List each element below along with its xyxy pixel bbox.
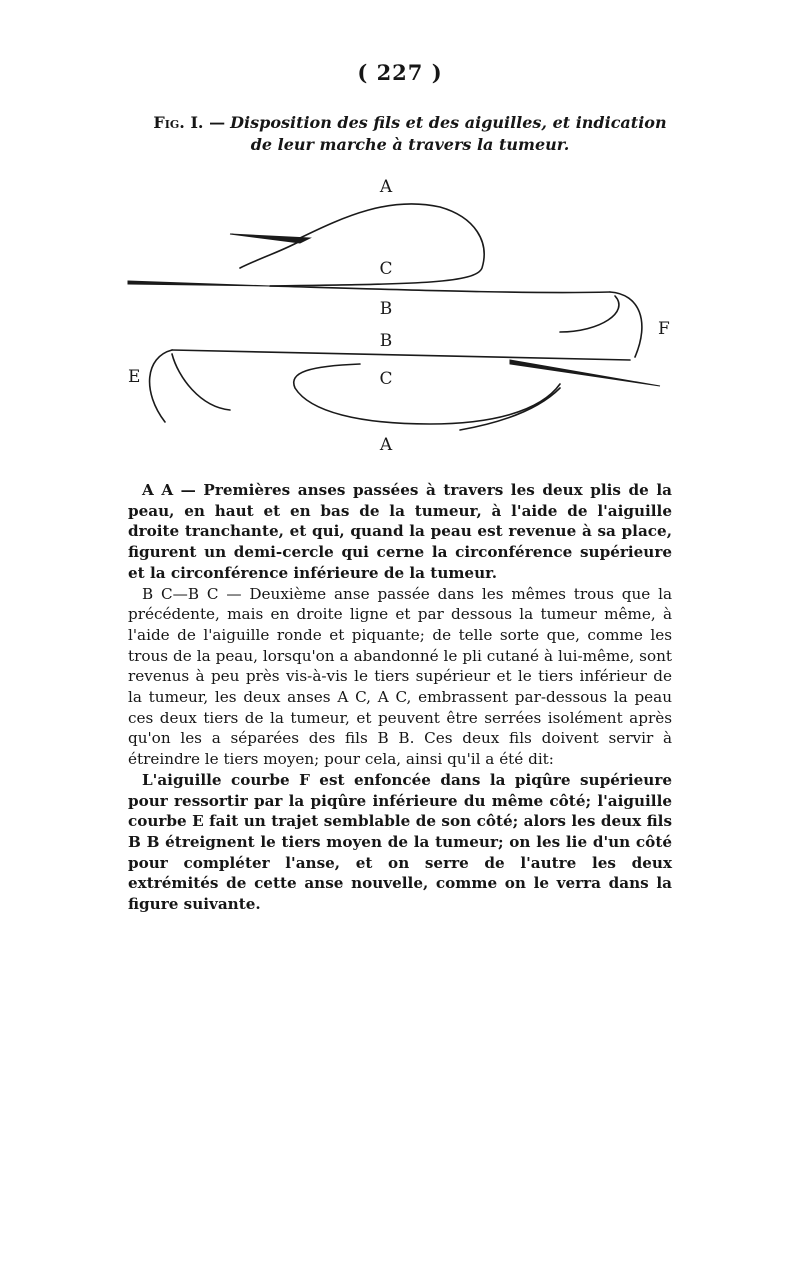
paragraph-aa (128, 480, 672, 584)
label-b-bottom: B (379, 331, 393, 351)
upper-thread-tail (240, 240, 302, 268)
body-text (128, 480, 672, 915)
lower-straight-needle (510, 360, 660, 386)
paragraph-bc: B C—B C — Deuxième anse passée dans les mêmes trous que la précédente, mais en droite ligne et par dessous la tumeur même, à l'aide de l'aiguille ronde et piquante; de telle sorte que, comme les trous de la peau, lorsqu'on a abandonné le pli cutané à lui-même, sont revenus à peu près vis-à-vis le tiers supérieur et le tiers inférieur de la tumeur, les deux anses A C, A C, embrassent par-dessous la peau ces deux tiers de la tumeur, et peuvent être serrées isolément après qu'on les a séparées des fils B B. Ces deux fils doivent servir à étreindre le tiers moyen; pour cela, ainsi qu'il a été dit: (128, 584, 672, 769)
surgical-figure (110, 172, 670, 462)
label-f: F (658, 319, 670, 339)
middle-straight-needle (128, 281, 270, 286)
paragraph-needles: L'aiguille courbe F est enfoncée dans la piqûre supérieure pour ressortir par la piqûre inférieure du même côté; l'aiguille courbe E fait un trajet semblable de son côté; alors les deux fils B B étreignent le tiers moyen de la tumeur; on les lie d'un côté pour compléter l'anse, et on serre de l'autre les deux extrémités de cette anse nouvelle, comme on le verra dans la figure suivante. (128, 770, 672, 914)
label-c-top: C (379, 259, 393, 279)
paragraph-aa-text: Premières anses passées à travers les deux plis de la peau, en haut et en bas de la tumeur, à l'aide de l'aiguille droite tranchante, et qui, quand la peau est revenue à sa place, figurent un demi-cercle qui cerne la circonférence supérieure et la circonférence inférieure de la tumeur. (128, 481, 672, 582)
figure-caption-label: Fig. I. — (153, 113, 226, 132)
label-e: E (128, 367, 141, 387)
curved-needle-f (610, 292, 642, 357)
curved-needle-e-tail (172, 354, 230, 410)
curved-needle-f-tail (560, 296, 619, 332)
figure-caption-title: Disposition des fils et des aiguilles, et indication de leur marche à travers la tumeur. (230, 113, 667, 154)
figure-caption (140, 112, 680, 156)
paragraph-aa-lead: A A — (142, 481, 196, 499)
thread-b-lower (172, 350, 630, 360)
lower-loop-a (294, 364, 560, 424)
label-c-bottom: C (379, 369, 393, 389)
label-a-bottom: A (379, 435, 393, 455)
curved-needle-e (150, 350, 172, 422)
upper-loop-a (270, 204, 484, 286)
lower-thread-tail (460, 388, 560, 430)
suture-diagram (110, 172, 670, 462)
label-a-top: A (379, 177, 393, 197)
page-number: ( 227 ) (357, 60, 443, 85)
thread-b-upper (270, 286, 610, 293)
label-b-top: B (379, 299, 393, 319)
